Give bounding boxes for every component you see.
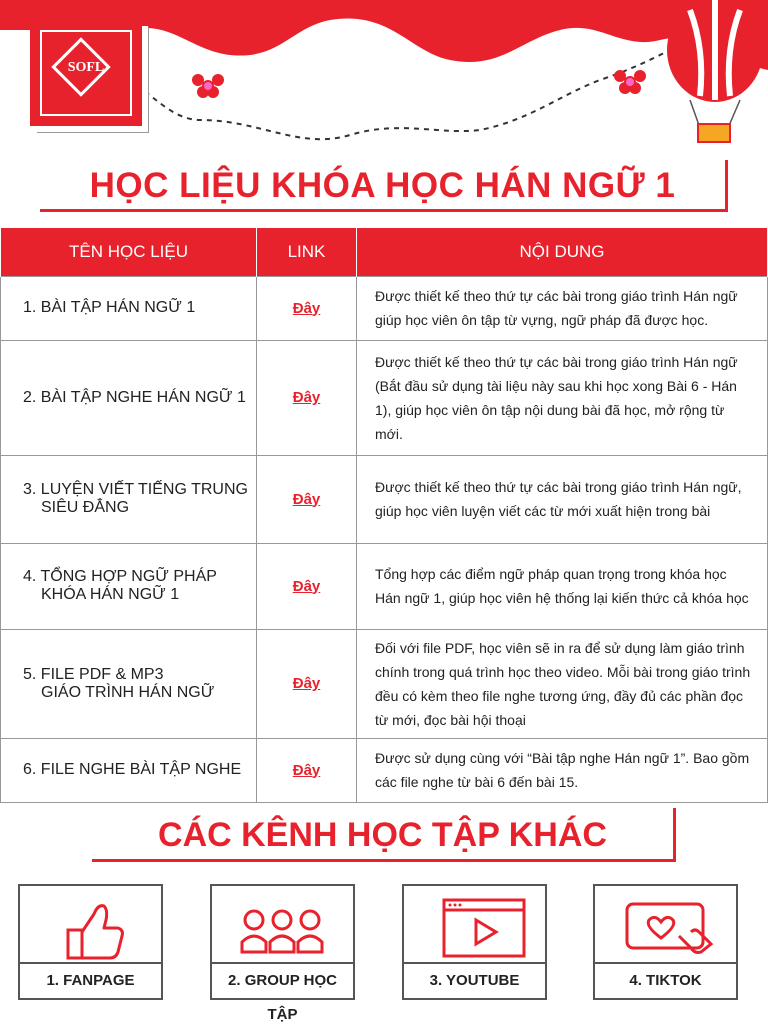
table-row: [1, 738, 768, 802]
row-link-cell: [257, 340, 357, 455]
hot-air-balloon-icon: [667, 0, 763, 142]
row-link[interactable]: Đây: [292, 761, 321, 779]
table-row: [1, 455, 768, 543]
section-title-box: [92, 808, 676, 862]
channel-label: 3. YOUTUBE: [404, 962, 545, 998]
table-row: [1, 543, 768, 629]
logo-text: SOFL: [67, 60, 105, 75]
section-title: CÁC KÊNH HỌC TẬP KHÁC: [158, 816, 607, 854]
sofl-logo: [30, 20, 142, 126]
channel-label: 1. FANPAGE: [20, 962, 161, 998]
header-link: LINK: [257, 228, 357, 276]
row-link[interactable]: Đây: [292, 389, 321, 406]
row-name: 5. FILE PDF & MP3 GIÁO TRÌNH HÁN NGỮ: [1, 629, 257, 738]
row-name: 6. FILE NGHE BÀI TẬP NGHE: [1, 738, 257, 802]
row-name: 1. BÀI TẬP HÁN NGỮ 1: [1, 276, 257, 340]
row-name: 2. BÀI TẬP NGHE HÁN NGỮ 1: [1, 340, 257, 455]
row-link-cell: [257, 455, 357, 543]
row-desc: Được sử dụng cùng với “Bài tập nghe Hán ngữ 1”. Bao gồm các file nghe từ bài 6 đến bài 15.: [357, 738, 768, 802]
page-title: HỌC LIỆU KHÓA HỌC HÁN NGỮ 1: [89, 166, 676, 205]
row-link[interactable]: Đây: [292, 675, 321, 692]
channel-card-youtube[interactable]: [402, 884, 547, 1000]
row-link-cell: [257, 629, 357, 738]
row-link[interactable]: Đây: [292, 299, 321, 317]
row-desc: Được thiết kế theo thứ tự các bài trong giáo trình Hán ngữ, giúp học viên luyện viết các từ mới xuất hiện trong bài: [357, 455, 768, 543]
page-title-box: [40, 160, 728, 212]
channel-label: 2. GROUP HỌC TẬP: [212, 962, 353, 998]
group-icon: [212, 892, 353, 962]
channel-label: 4. TIKTOK: [595, 962, 736, 998]
table-row: [1, 276, 768, 340]
header-name: TÊN HỌC LIỆU: [1, 228, 257, 276]
row-link-cell: [257, 543, 357, 629]
row-link-cell: [257, 276, 357, 340]
row-link-cell: [257, 738, 357, 802]
row-desc: Được thiết kế theo thứ tự các bài trong giáo trình Hán ngữ giúp học viên ôn tập từ vựng, ngữ pháp đã được học.: [357, 276, 768, 340]
flower-icon: [614, 70, 646, 94]
header-content: NỘI DUNG: [357, 228, 768, 276]
materials-table: [0, 228, 768, 803]
flower-icon: [192, 74, 224, 98]
row-link[interactable]: Đây: [292, 577, 321, 595]
table-row: [1, 629, 768, 738]
row-link[interactable]: Đây: [292, 490, 321, 508]
row-name: 3. LUYỆN VIẾT TIẾNG TRUNG SIÊU ĐẲNG: [1, 455, 257, 543]
video-player-icon: [404, 892, 545, 962]
table-header-row: [1, 228, 768, 276]
phone-heart-icon: [595, 892, 736, 962]
channel-card-group[interactable]: [210, 884, 355, 1023]
thumbs-up-icon: [20, 892, 161, 962]
channel-card-fanpage[interactable]: [18, 884, 163, 1000]
channel-card-tiktok[interactable]: [593, 884, 738, 1000]
row-desc: Tổng hợp các điểm ngữ pháp quan trọng trong khóa học Hán ngữ 1, giúp học viên hệ thống lại kiến thức cả khóa học: [357, 543, 768, 629]
row-name: 4. TỔNG HỢP NGỮ PHÁP KHÓA HÁN NGỮ 1: [1, 543, 257, 629]
row-desc: Đối với file PDF, học viên sẽ in ra để sử dụng làm giáo trình chính trong quá trình học theo video. Mỗi bài trong giáo trình đều có kèm theo file nghe tương ứng, đầy đủ các phần đọc từ mới, đọc bài hội thoại: [357, 629, 768, 738]
header-banner: [0, 0, 768, 170]
row-desc: Được thiết kế theo thứ tự các bài trong giáo trình Hán ngữ (Bắt đầu sử dụng tài liệu này sau khi học xong Bài 6 - Hán 1), giúp học viên ôn tập nội dung bài đã học, mở rộng từ mới.: [357, 340, 768, 455]
table-row: [1, 340, 768, 455]
